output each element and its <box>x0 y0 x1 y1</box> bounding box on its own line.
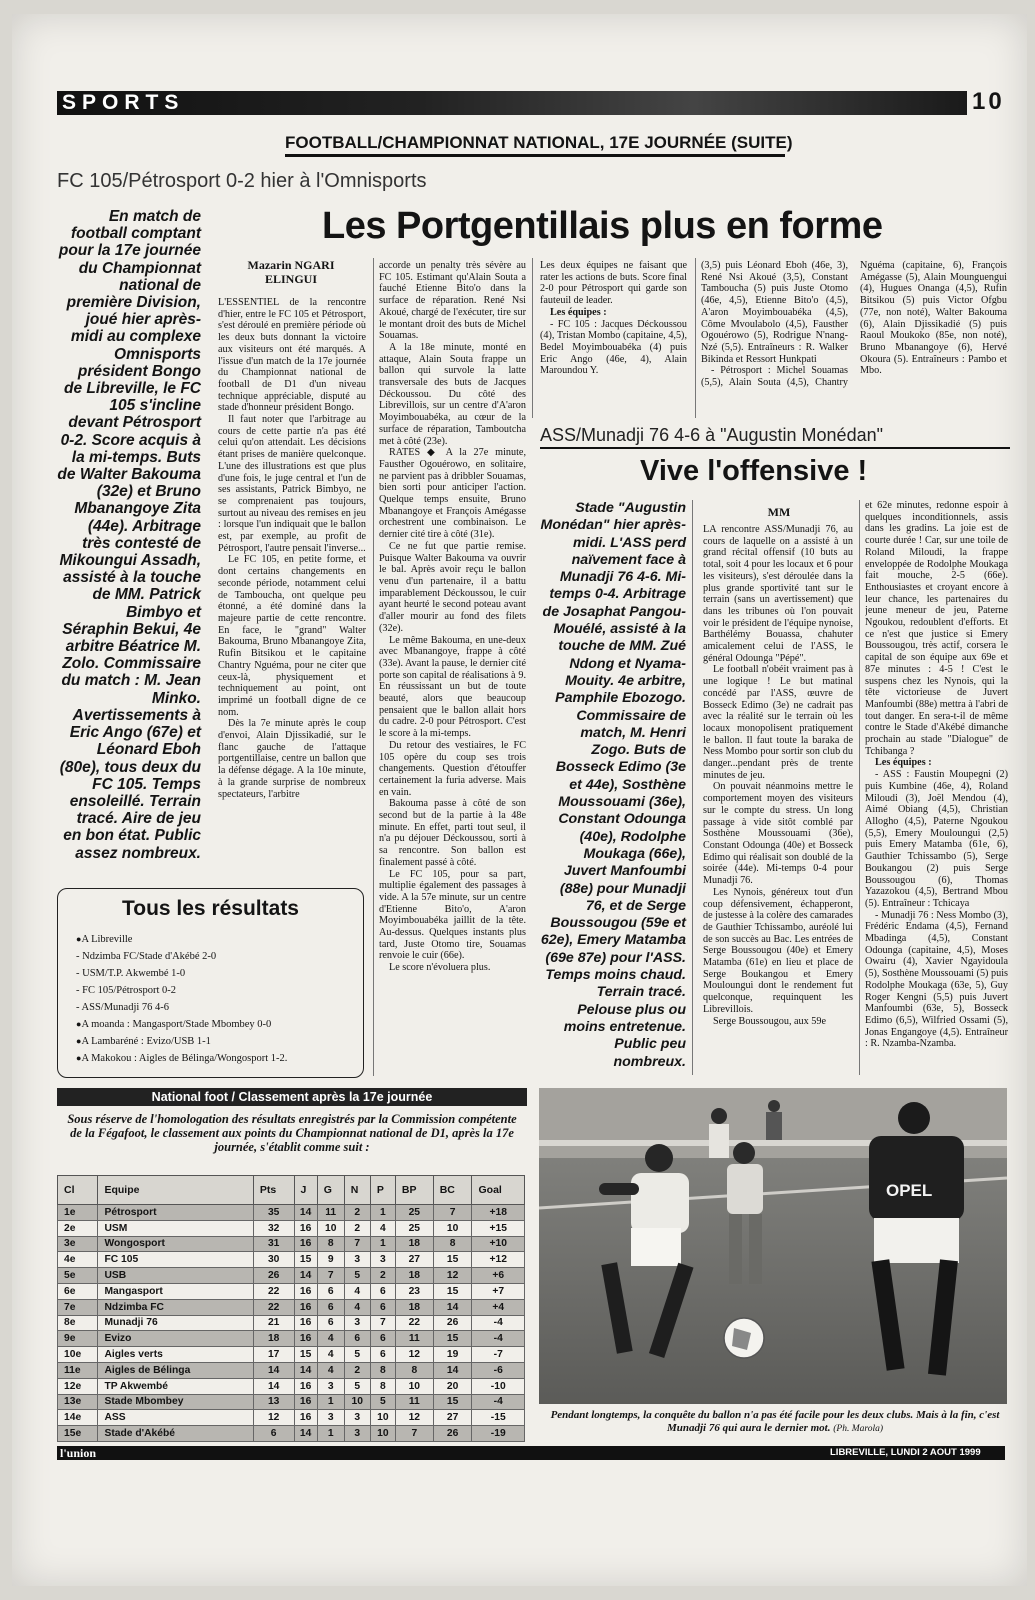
result-item: - ASS/Munadji 76 4-6 <box>76 999 363 1016</box>
standings-cell: -4 <box>472 1331 525 1347</box>
strap-rule <box>540 447 1010 449</box>
standings-cell: 9 <box>317 1252 344 1268</box>
paragraph: accorde un penalty très sévère au FC 105. Estimant qu'Alain Souta a fauché Etienne Bito'o dans la surface de réparation. René Nsi Akoué, chargé de l'exécuter, tire sur le montant droit des buts de Michel Souamas. <box>379 260 526 342</box>
column-rule <box>695 258 696 418</box>
section-label: SPORTS <box>62 91 185 114</box>
standings-cell: 7 <box>317 1268 344 1284</box>
standings-cell: 3 <box>370 1252 395 1268</box>
standings-cell: 7 <box>344 1236 370 1252</box>
standings-cell: 14 <box>433 1362 472 1378</box>
standings-cell: 11e <box>58 1362 98 1378</box>
standings-cell: 10 <box>317 1220 344 1236</box>
article1-column-3 <box>540 260 687 420</box>
standings-cell: +10 <box>472 1236 525 1252</box>
standings-row <box>58 1220 525 1236</box>
section-bar <box>57 91 967 115</box>
standings-cell: 22 <box>253 1283 294 1299</box>
standings-cell: 16 <box>294 1315 317 1331</box>
standings-cell: 8 <box>433 1236 472 1252</box>
standings-cell: 5 <box>370 1394 395 1410</box>
standings-cell: 1 <box>317 1426 344 1442</box>
standings-header-row <box>58 1176 525 1205</box>
results-location: ● A Lambaréné : Evizo/USB 1-1 <box>76 1033 363 1050</box>
standings-cell: 6 <box>317 1283 344 1299</box>
article2-lede: Stade "Augustin Monédan" hier après-midi. L'ASS perd naïvement face à Munadji 76 4-6. Mi-temps 0-4. Arbitrage de Josaphat Pangou-Mouélé, assisté à la touche de MM. Zué Ndong et Nyama-Mouity. 4e arbitre, Pamphile Ebozogo. Commissaire de match, M. Henri Zogo. Buts de Bosseck Edimo (3e et 44e), Sosthène Moussouami (36e), Constant Odounga (40e), Rodolphe Moukaga (66e), Juvert Manfoumbi (88e) pour Munadji 76, et de Serge Boussougou (59e et 62e), Emery Matamba (69e 87e) pour l'ASS. Temps moins chaud. Terrain tracé. Pelouse plus ou moins entretenue. Public peu nombreux. <box>540 500 686 1070</box>
standings-cell: 16 <box>294 1410 317 1426</box>
standings-cell: -4 <box>472 1394 525 1410</box>
standings-cell: 12 <box>253 1410 294 1426</box>
standings-cell: 10e <box>58 1347 98 1363</box>
standings-cell: 14 <box>253 1378 294 1394</box>
team-name-cell: USB <box>98 1268 253 1284</box>
standings-cell: 10 <box>395 1378 433 1394</box>
standings-cell: 8e <box>58 1315 98 1331</box>
standings-row <box>58 1268 525 1284</box>
standings-cell: 2e <box>58 1220 98 1236</box>
article1-column-2 <box>379 260 526 1078</box>
standings-cell: 1e <box>58 1205 98 1221</box>
standings-cell: 3e <box>58 1236 98 1252</box>
standings-header-cell: BC <box>433 1176 472 1205</box>
standings-cell: 23 <box>395 1283 433 1299</box>
article1-column-1 <box>218 297 366 873</box>
standings-cell: 14 <box>294 1426 317 1442</box>
football-photo-illustration <box>539 1088 1007 1404</box>
standings-cell: 7e <box>58 1299 98 1315</box>
standings-cell: 35 <box>253 1205 294 1221</box>
standings-cell: 4 <box>317 1362 344 1378</box>
team-name-cell: Aigles de Bélinga <box>98 1362 253 1378</box>
page-number: 10 <box>972 88 1005 115</box>
article2-byline: MM <box>767 505 791 519</box>
standings-cell: 9e <box>58 1331 98 1347</box>
standings-row <box>58 1378 525 1394</box>
standings-cell: 18 <box>395 1299 433 1315</box>
team-name-cell: TP Akwembé <box>98 1378 253 1394</box>
standings-cell: -7 <box>472 1347 525 1363</box>
article2-column-2 <box>865 500 1008 1080</box>
paragraph: RATES ◆ A la 27e minute, Fausther Ogouérowo, en solitaire, ne parvient pas à dribbler Souamas, bien sorti pour anticiper l'action. Quelque temps ensuite, Bruno Mbanangoye et François Amégasse orchestrent une combinaison. Le dernier cité tire à côté (31e). <box>379 447 526 541</box>
article1-strap: FC 105/Pétrosport 0-2 hier à l'Omnisports <box>57 170 427 192</box>
paragraph: Il faut noter que l'arbitrage au cours de cette partie n'a pas été celui qu'on attendait. Les décisions étant prises de manière quelconque. L'une des illustrations est que plus d'une fois, le juge central et l'un de ses assistants, Patrick Bimbyo, ne se comprenaient pas toujours, surtout au niveau des remises en jeu : lorsque l'un indiquait que le ballon est, par exemple, au profit de Pétrosport, l'autre pensait l'inverse... <box>218 414 366 554</box>
standings-cell: 26 <box>253 1268 294 1284</box>
results-location: ● A Makokou : Aigles de Bélinga/Wongosport 1-2. <box>76 1050 363 1067</box>
standings-cell: 27 <box>395 1252 433 1268</box>
team-name-cell: Aigles verts <box>98 1347 253 1363</box>
paragraph: Ce ne fut que partie remise. Puisque Walter Bakouma va ouvrir le bal. Après avoir reçu le ballon venu d'un partenaire, il a battu imparablement Déckoussou, le cuir ayant heurté le second poteau avant d'aller mourir au fond des filets (32e). <box>379 540 526 634</box>
footer-dateline: LIBREVILLE, LUNDI 2 AOUT 1999 <box>830 1447 981 1458</box>
standings-cell: 15 <box>294 1252 317 1268</box>
standings-table <box>57 1175 525 1442</box>
standings-cell: 5 <box>344 1378 370 1394</box>
paragraph: Le score n'évoluera plus. <box>389 962 491 974</box>
standings-cell: 4 <box>344 1283 370 1299</box>
jersey-text: OPEL <box>886 1181 933 1200</box>
team-name-cell: Stade d'Akébé <box>98 1426 253 1442</box>
standings-cell: +7 <box>472 1283 525 1299</box>
paragraph: et 62e minutes, redonne espoir à quelques inconditionnels, assis dans les gradins. La joie est de courte durée ! Car, sur une toile de Roland Miloudi, la frappe enveloppée de Rodolphe Moukaga fait mouche, 2-5 (66e). Enthousiastes et croyant encore à leur chance, les partenaires du jeune meneur de jeu, Paterne Ngoukou, redoublent d'efforts. Et ce n'est que justice si Emery Boussougou, très actif, corsera le capital de son équipe aux 69e et 87e minutes : 4-5 ! C'est le suspens chez les Nynois, qui la tête victorieuse de Juvert Manfoumbi (88e) mettra à l'abri de tout danger. En sera-t-il de même contre le Stade d'Akébé dimanche prochain au stade "Dialogue" de Tchibanga ? <box>865 500 1008 757</box>
standings-cell: 13e <box>58 1394 98 1410</box>
team-name-cell: Ndzimba FC <box>98 1299 253 1315</box>
paragraph: Les deux équipes ne faisant que rater les actions de buts. Score final 2-0 pour Pétrosport qui garde son fauteuil de leader. <box>540 260 687 307</box>
standings-cell: 8 <box>395 1362 433 1378</box>
standings-cell: +12 <box>472 1252 525 1268</box>
standings-cell: 2 <box>344 1220 370 1236</box>
standings-cell: 4 <box>344 1299 370 1315</box>
standings-cell: 13 <box>253 1394 294 1410</box>
standings-cell: 16 <box>294 1299 317 1315</box>
standings-row <box>58 1236 525 1252</box>
standings-cell: -15 <box>472 1410 525 1426</box>
standings-cell: 11 <box>395 1394 433 1410</box>
standings-cell: 8 <box>317 1236 344 1252</box>
standings-cell: -4 <box>472 1315 525 1331</box>
paragraph: Serge Boussougou, aux 59e <box>713 1015 826 1027</box>
standings-header-cell: Pts <box>253 1176 294 1205</box>
standings-intro: Sous réserve de l'homologation des résultats enregistrés par la Commission compétente de la Fégafoot, le classement aux points du Championnat national de D1, après la 17e journée, s'établit comme suit : <box>67 1112 517 1154</box>
standings-header-cell: BP <box>395 1176 433 1205</box>
standings-cell: 2 <box>370 1268 395 1284</box>
standings-cell: 5 <box>344 1347 370 1363</box>
team-name-cell: Pétrosport <box>98 1205 253 1221</box>
result-item: - Ndzimba FC/Stade d'Akébé 2-0 <box>76 948 363 965</box>
article1-lede: En match de football comptant pour la 17e journée du Championnat national de première Division, joué hier après-midi au complexe Omnisports président Bongo de Libreville, le FC 105 s'incline devant Pétrosport 0-2. Score acquis à la mi-temps. Buts de Walter Bakouma (32e) et Bruno Mbanangoye Zita (44e). Arbitrage très contesté de Mikoungui Assadh, assisté à la touche de MM. Patrick Bimbyo et Séraphin Bekui, 4e arbitre Béatrice M. Zolo. Commissaire du match : M. Jean Minko. Avertissements à Eric Ango (67e) et Léonard Eboh (80e), tous deux du FC 105. Temps ensoleillé. Terrain tracé. Aire de jeu en bon état. Public assez nombreux. <box>57 208 201 862</box>
standings-row <box>58 1426 525 1442</box>
section-title: FOOTBALL/CHAMPIONNAT NATIONAL, 17E JOURNÉE (SUITE) <box>285 133 785 157</box>
team-name-cell: Evizo <box>98 1331 253 1347</box>
standings-header-cell: P <box>370 1176 395 1205</box>
results-location: ● A moanda : Mangasport/Stade Mbombey 0-0 <box>76 1016 363 1033</box>
standings-row <box>58 1347 525 1363</box>
standings-row <box>58 1205 525 1221</box>
standings-cell: 3 <box>317 1378 344 1394</box>
article2-strap: ASS/Munadji 76 4-6 à "Augustin Monédan" <box>540 425 883 445</box>
standings-cell: +18 <box>472 1205 525 1221</box>
standings-cell: 3 <box>344 1252 370 1268</box>
standings-cell: 21 <box>253 1315 294 1331</box>
standings-cell: 7 <box>433 1205 472 1221</box>
standings-cell: 14 <box>294 1205 317 1221</box>
standings-header-cell: N <box>344 1176 370 1205</box>
standings-cell: 10 <box>344 1394 370 1410</box>
paragraph: Le FC 105, pour sa part, multiplie également des passages à vide. A la 57e minute, sur un centre d'Etienne Bito'o, A'aron Moyimbouabéka jaillit de la tête. Au-dessus. Quelques instants plus tard, Juste Otomo tire, Souamas renvoie le cuir (66e). <box>379 868 526 962</box>
standings-cell: 8 <box>370 1378 395 1394</box>
column-rule <box>859 500 860 1075</box>
standings-cell: 32 <box>253 1220 294 1236</box>
standings-cell: 15e <box>58 1426 98 1442</box>
standings-cell: 4 <box>370 1220 395 1236</box>
result-item: - USM/T.P. Akwembé 1-0 <box>76 965 363 982</box>
standings-row <box>58 1252 525 1268</box>
results-list <box>76 931 363 1067</box>
standings-cell: 14 <box>294 1268 317 1284</box>
standings-cell: 1 <box>370 1205 395 1221</box>
team-name-cell: ASS <box>98 1410 253 1426</box>
standings-row <box>58 1331 525 1347</box>
standings-cell: 18 <box>253 1331 294 1347</box>
standings-cell: 2 <box>344 1362 370 1378</box>
standings-cell: 10 <box>433 1220 472 1236</box>
standings-cell: 14 <box>433 1299 472 1315</box>
paragraph: Dès la 7e minute après le coup d'envoi, Alain Djissikadié, sur le flanc gauche de l'attaque portgentillaise, centre un ballon que la défense dégage. A la 10e minute, à la grande surprise de nombreux spectateurs, l'arbitre <box>218 718 366 800</box>
article1-headline: Les Portgentillais plus en forme <box>322 205 883 247</box>
standings-cell: 6 <box>370 1347 395 1363</box>
standings-cell: 12 <box>395 1410 433 1426</box>
team-name-cell: Mangasport <box>98 1283 253 1299</box>
standings-cell: 15 <box>433 1394 472 1410</box>
paragraph: Les Nynois, généreux tout d'un coup défensivement, échapperont, de justesse à la colère des camarades de Gauthier Tchissambo, auréolé lui de son succès au Bac. Les entrées de Serge Boussougou (40e) et Emery Matamba (61e) en lieu et place de Serge Boukangou et Emery Mouloungui dont le rendement fut quelconque, requinquent les Librevillois. <box>703 886 853 1015</box>
standings-cell: 16 <box>294 1394 317 1410</box>
standings-cell: 14e <box>58 1410 98 1426</box>
standings-row <box>58 1410 525 1426</box>
standings-cell: 20 <box>433 1378 472 1394</box>
standings-cell: 14 <box>294 1362 317 1378</box>
standings-cell: 10 <box>370 1426 395 1442</box>
standings-cell: 18 <box>395 1236 433 1252</box>
standings-cell: 26 <box>433 1426 472 1442</box>
standings-cell: 16 <box>294 1331 317 1347</box>
team-name-cell: Munadji 76 <box>98 1315 253 1331</box>
results-location: ● A Libreville <box>76 931 363 948</box>
standings-cell: 11 <box>395 1331 433 1347</box>
standings-cell: 6 <box>317 1315 344 1331</box>
standings-cell: 6 <box>253 1426 294 1442</box>
article1-byline: Mazarin NGARI ELINGUI <box>247 258 335 286</box>
standings-cell: 25 <box>395 1205 433 1221</box>
standings-cell: 26 <box>433 1315 472 1331</box>
standings-cell: 22 <box>395 1315 433 1331</box>
paragraph: - Pétrosport : Michel Souamas (5,5), Alain Souta (4,5), Chantry Nguéma (capitaine, 6), François Amégasse (5), Alain Mounguengui (4), Hugues Onanga (4,5), Rufin Bitsikou (5) puis Victor Ofgbu (77e, non noté), Walter Bakouma (6), Alain Djissikadié (5) puis Raoul Moukoko (85e, non noté), Bruno Mbanangoye (6), Hervé Okoura (5). Entraîneurs : Pambo et Mbo. <box>701 260 1007 389</box>
standings-cell: 16 <box>294 1236 317 1252</box>
photo-credit: (Ph. Marola) <box>833 1424 884 1434</box>
teams-heading: Les équipes : <box>875 757 932 769</box>
standings-cell: 4 <box>317 1347 344 1363</box>
results-title: Tous les résultats <box>121 897 299 920</box>
paragraph: Le football n'obéit vraiment pas à une logique ! Le but matinal concédé par l'ASS, œuvre de Bosseck Edimo (3e) ne cadrait pas avec la réalité sur le terrain où les locaux monopolisent pratiquement le ballon. Il faut toute la baraka de Ness Mombo pour sortir son club du danger...pendant près de trente minutes de jeu. <box>703 664 853 781</box>
paragraph: - Munadji 76 : Ness Mombo (3), Frédéric Endama (4,5), Fernand Mbadinga (4,5), Constant Odounga (capitaine, 4,5), Moses Owairu (4), Xavier Ngayidoula (5), Sosthène Moussouami (5) puis Rodolphe Moukaga (63e, 5), Guy Roger Kengni (5,5) puis Juvert Manfoumbi (63e, 5), Bosseck Edimo (6,5), Wilfried Ossami (5), Jonas Engangoye (4,5). Entraîneur : R. Nzamba-Nzamba. <box>865 909 1008 1050</box>
standings-row <box>58 1283 525 1299</box>
standings-cell: 2 <box>344 1205 370 1221</box>
standings-cell: 15 <box>433 1252 472 1268</box>
standings-cell: 30 <box>253 1252 294 1268</box>
standings-cell: 6 <box>344 1331 370 1347</box>
standings-header-cell: J <box>294 1176 317 1205</box>
standings-cell: 3 <box>317 1410 344 1426</box>
standings-cell: 17 <box>253 1347 294 1363</box>
paragraph: L'ESSENTIEL de la rencontre d'hier, entre le FC 105 et Pétrosport, s'est déroulé en première période où les deux buts donnant la victoire aux visiteurs ont été marqués. A l'issue d'un match de la 17e journée du Championnat national de football de D1 d'un niveau technique appréciable, disputé au stade d'honneur président Bongo. <box>218 297 366 414</box>
standings-cell: 27 <box>433 1410 472 1426</box>
standings-cell: 15 <box>294 1347 317 1363</box>
standings-cell: 6 <box>370 1299 395 1315</box>
standings-header-cell: Goal <box>472 1176 525 1205</box>
standings-cell: 16 <box>294 1378 317 1394</box>
paragraph: Le même Bakouma, en une-deux avec Mbanangoye, frappe à côté (33e). Avant la pause, le dernier cité porte son capital de réalisations à 9. En réussissant un but de toute beauté, alors que beaucoup pensaient que le ballon allait hors du cadre. 2-0 pour Pétrosport. C'est le score à la mi-temps. <box>379 634 526 740</box>
team-name-cell: FC 105 <box>98 1252 253 1268</box>
standings-cell: 5e <box>58 1268 98 1284</box>
standings-cell: -6 <box>472 1362 525 1378</box>
paragraph: LA rencontre ASS/Munadji 76, au cours de laquelle on a assisté à un grand récital offensif (10 buts au total, soit 4 pour les locaux et 6 pour les visiteurs), s'est déroulée dans la plus grande sportivité tant sur le terrain (sans un avertissement) que dans les tribunes où l'on pouvait voir le président de l'équipe nynoise, Barthélémy Bouassa, chahuter amicalement celui de l'ASS, le général Odounga "Pépé". <box>703 524 853 664</box>
standings-header-cell: Equipe <box>98 1176 253 1205</box>
standings-cell: 12 <box>395 1347 433 1363</box>
standings-cell: 4 <box>317 1331 344 1347</box>
standings-row <box>58 1362 525 1378</box>
standings-title: National foot / Classement après la 17e journée <box>57 1088 527 1106</box>
team-name-cell: Wongosport <box>98 1236 253 1252</box>
standings-row <box>58 1315 525 1331</box>
standings-cell: 31 <box>253 1236 294 1252</box>
standings-cell: 3 <box>344 1426 370 1442</box>
paragraph: Du retour des vestiaires, le FC 105 opère du coup ses trois changements. Question d'étouffer certainement la furia adverse. Mais en vain. <box>379 739 526 798</box>
column-rule <box>692 500 693 1075</box>
standings-cell: 15 <box>433 1331 472 1347</box>
standings-cell: 16 <box>294 1220 317 1236</box>
paragraph: Bakouma passe à côté de son second but de la partie à la 48e minute. En effet, parti tout seul, il n'a pu déjouer Déckoussou, sorti à sa rencontre. Son ballon est finalement passé à côté. <box>379 798 526 868</box>
standings-row <box>58 1299 525 1315</box>
match-photo <box>539 1088 1007 1404</box>
article2-column-1 <box>703 524 853 1079</box>
paragraph: - FC 105 : Jacques Déckoussou (4), Tristan Mombo (capitaine, 4,5), Bedel Moyimbouabéka (4) puis Eric Ango (46e, 4), Alain Maroundou Y. <box>540 318 687 377</box>
standings-cell: 18 <box>395 1268 433 1284</box>
standings-cell: 14 <box>253 1362 294 1378</box>
results-box <box>57 888 364 1078</box>
standings-body <box>58 1205 525 1442</box>
paragraph: On pouvait néanmoins mettre le comportement moyen des visiteurs sur le compte du stress. Un long passage à vide sitôt comblé par Sosthène Moussouami (36e), Constant Odounga (40e) et Bosseck Edimo qui réalisait son doublé de la soirée (44e). Mi-temps 0-4 pour Munadji 76. <box>703 781 853 887</box>
standings-cell: 12 <box>433 1268 472 1284</box>
standings-cell: 12e <box>58 1378 98 1394</box>
standings-cell: 11 <box>317 1205 344 1221</box>
standings-header-cell: G <box>317 1176 344 1205</box>
standings-cell: 25 <box>395 1220 433 1236</box>
standings-cell: 10 <box>370 1410 395 1426</box>
standings-cell: 6 <box>317 1299 344 1315</box>
standings-cell: 6 <box>370 1331 395 1347</box>
standings-cell: 7 <box>370 1315 395 1331</box>
standings-cell: 22 <box>253 1299 294 1315</box>
caption-text: Pendant longtemps, la conquête du ballon n'a pas été facile pour les deux clubs. Mais à la fin, c'est Munadji 76 qui aura le dernier mot. <box>550 1409 1000 1434</box>
standings-cell: 19 <box>433 1347 472 1363</box>
standings-cell: 3 <box>344 1315 370 1331</box>
standings-cell: 5 <box>344 1268 370 1284</box>
standings-cell: 8 <box>370 1362 395 1378</box>
standings-cell: 6 <box>370 1283 395 1299</box>
column-rule <box>373 258 374 1076</box>
standings-cell: 3 <box>344 1410 370 1426</box>
standings-cell: -10 <box>472 1378 525 1394</box>
standings-cell: +6 <box>472 1268 525 1284</box>
standings-cell: -19 <box>472 1426 525 1442</box>
teams-heading: Les équipes : <box>550 306 607 318</box>
standings-cell: 15 <box>433 1283 472 1299</box>
standings-cell: 7 <box>395 1426 433 1442</box>
photo-caption <box>545 1409 1005 1436</box>
paragraph: (3,5) puis Léonard Eboh (46e, 3), René Nsi Akoué (3,5), Constant Tamboucha (5) puis Juste Otomo (46e, 4,5), Etienne Bito'o (4,5), A'aron Moyimbouabéka (4,5), Côme Mvoulabolo (4,5), Fausther Ogouérowo (5), Rodrigue N'nang-Nzé (5,5). Entraîneurs : R. Walker Bikinda et Ressort Hunkpati <box>701 260 848 365</box>
paragraph: - ASS : Faustin Moupegni (2) puis Kumbine (46e, 4), Roland Miloudi (3), Joël Mendou (4), Aimé Obiang (4,5), Christian Allogho (4,5), Paterne Ngoukou (5,5), Emery Mouloungui (2,5) puis Emery Matamba (61e, 6), Gauthier Tchissambo (5), Serge Boukangou (2) puis Serge Boussougou (6), Thomas Yazazokou (4,5), Bertrand Mbou (5). Entraîneur : Tchicaya <box>865 769 1008 909</box>
standings-row <box>58 1394 525 1410</box>
article1-column-4 <box>701 260 1007 420</box>
standings-cell: 1 <box>317 1394 344 1410</box>
standings-cell: 4e <box>58 1252 98 1268</box>
standings-cell: 6e <box>58 1283 98 1299</box>
paragraph: A la 18e minute, monté en attaque, Alain Souta frappe un ballon qui survole la latte transversale des buts de Jacques Déckoussou. Du côté des Librevillois, sur un centre d'A'aron Moyimbouabéka, au cœur de la surface de réparation, Tamboutcha met à côté (23e). <box>379 341 526 447</box>
standings-cell: 16 <box>294 1283 317 1299</box>
footer-paper-name: l'union <box>60 1446 97 1460</box>
standings-cell: 1 <box>370 1236 395 1252</box>
paragraph: Le FC 105, en petite forme, et dont certains changements en seconde période, notamment celui de Tamboucha, ont quelque peu étonné, a été dominé dans la majeure partie de cette rencontre. En face, le "grand" Walter Bakouma, Bruno Mbanangoye Zita, Rufin Bitsikou et le capitaine Chantry Nguéma, pour ne citer que ceux-là, physiquement et techniquement au point, ont imprimé un football digne de ce nom. <box>218 554 366 718</box>
standings-cell: +4 <box>472 1299 525 1315</box>
article2-headline: Vive l'offensive ! <box>640 455 868 487</box>
standings-cell: +15 <box>472 1220 525 1236</box>
standings-header-cell: Cl <box>58 1176 98 1205</box>
column-rule <box>532 258 533 418</box>
team-name-cell: USM <box>98 1220 253 1236</box>
team-name-cell: Stade Mbombey <box>98 1394 253 1410</box>
result-item: - FC 105/Pétrosport 0-2 <box>76 982 363 999</box>
